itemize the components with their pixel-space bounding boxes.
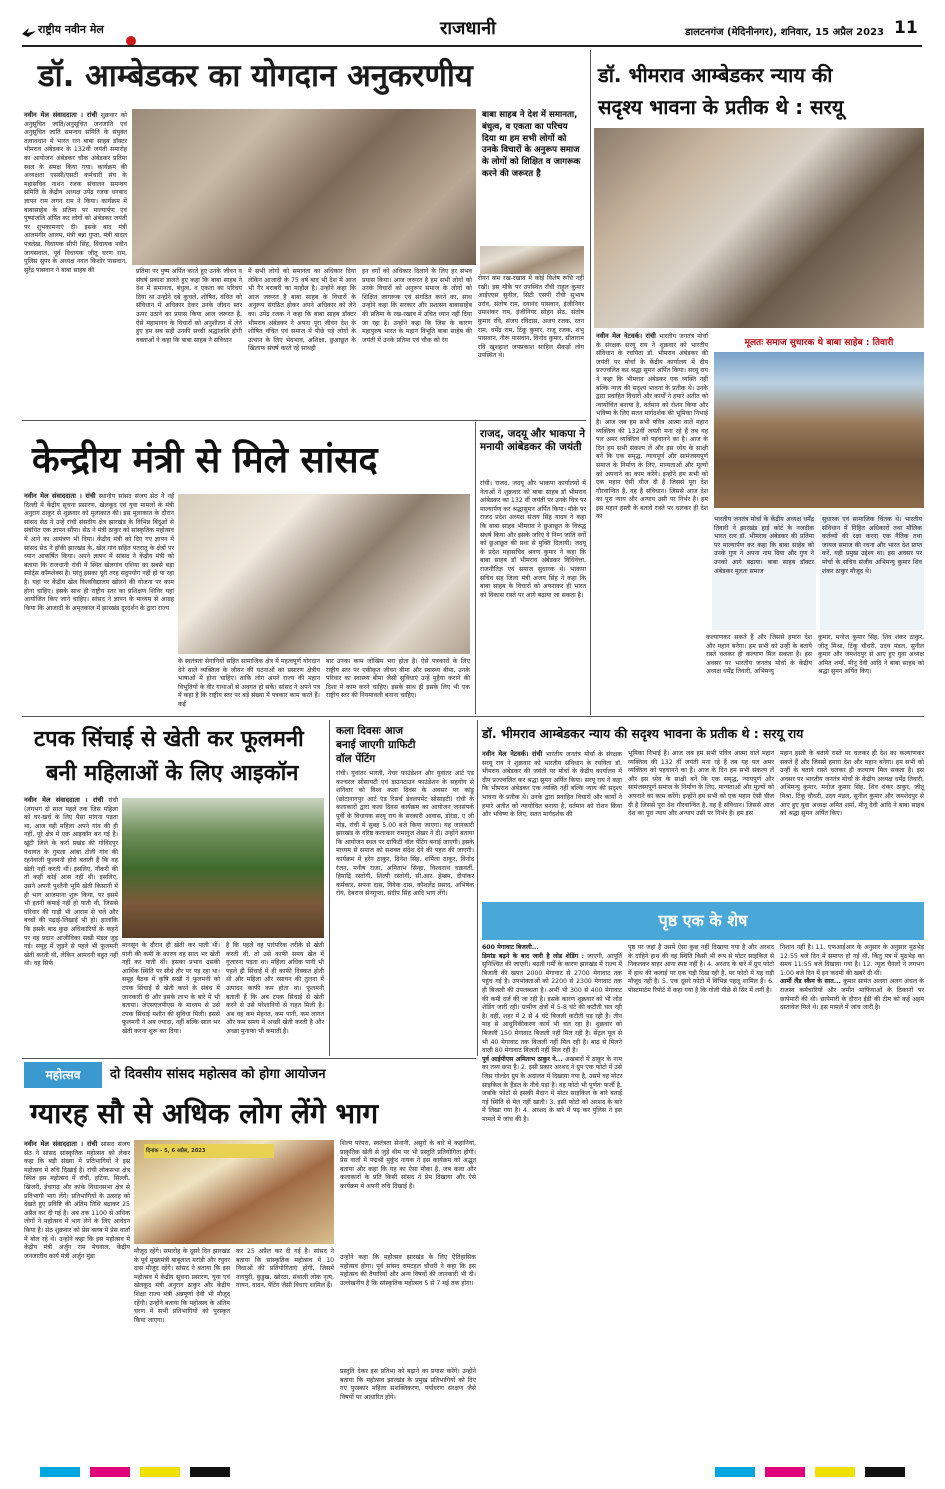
story8-byline: नवीन मेल संवाददाता । रांची [24,1140,98,1148]
continued-col1 [482,944,622,1458]
story3-body-col3: बार उनका काम जोखिम भरा होता है। ऐसे पत्रकारों के लिए राष्ट्रीय स्तर पर एकीकृत जीवन बीमा और स्वास्थ्य बीमा, उनके परिवार का स्वास्थ्य बीमा जैसी सुविधाएं उन्हें मुहैया कराने की दिशा में काम करने चाहिए। इसके साथ ही इसके लिए भी एक राष्ट्रीय स्तर की नियमावली बनाना चाहिए। [326,658,470,700]
continued-col1-body: जाएगी, आपूर्ति सुनिश्चित की जाएगी। बढ़ती गर्मी के कारण झारखंड में राज्य में बिजली की खपत 2000 मेगावाट से 2700 मेगावाट तक पहुंच गई है। उपभोक्ताओं को 2200 से 2300 मेगावाट तक ही बिजली की उपलब्धता है। अभी भी 300 से 400 मेगावाट की कमी दर्ज की जा रही है। इसके कारण शुक्रवार को भी लोड शेडिंग जारी रही। ग्रामीण क्षेत्रों में 5-8 घंटे की कटौती चल रही है। वहीं, शहर में 2 से 4 घंटे बिजली कटौती पड़ रही है। तीन माह से आधुनिकीकरण कार्य भी चल रहा है। शुक्रवार को बिजली 150 मेगावाट बिजली नहीं मिल रही है। सेंट्रल पूल से भी 40 मेगावाट तक बिजली नहीं मिल रही है। बाढ़ से मिलने वाली 80 मेगावाट बिजली नहीं मिल रही है। [482,952,622,1055]
registration-bar [0,1464,945,1480]
story2-byline: नवीन मेल नेटवर्क। रांची [596,332,656,340]
continued-head2: पूर्व आईपीएस अमिताभ ठाकुर ने... [482,1055,563,1063]
story7-rule-left [477,720,478,1056]
story8-body-col4: शिल्प परंपरा, स्वतंत्रता सेनानी, असुरों के बारे में कहानियां, प्राकृतिक खेती से जुड़े थीम पर भी प्रस्तुति प्रतियोगिता होगी। प्रेस वार्ता में पद्मश्री मुकुंद नायक ने इस कार्यक्रम को अद्भुत बताया और कहा कि यह का ऐसा मौका है, जब कला और कलाकारों के प्रति किसी सांसद ने प्रेम दिखाया और ऐसे कार्यक्रम में अपनी रुचि दिखाई है। [340,1140,476,1190]
story2-body-col2: कल्याणकर सकते हैं और जिससे हमारा देश और महान बनेगा। हम सभी को उन्हीं के बताये रास्ते चलकर ही कल्याण मिल सकता है। इस अवसर पर भारतीय जनतंत्र मोर्चा के केंद्रीय अध्यक्ष धर्मेंद्र तिवारी, अभिमन्यु [706,634,812,676]
paper-name: राष्ट्रीय नवीन मेल [38,23,104,36]
story2-body-col1: भारतीय जनतंत्र मोर्चा के संरक्षक सरयू राय ने शुक्रवार को भारतीय संविधान के रचयिता डॉ. भीमराव अंबेडकर की जयंती पर मोर्चा के केंद्रीय कार्यालय में दीप प्रज्ज्वलित कर श्रद्धा सुमन अर्पित किया। सरयू राय ने कहा कि भीमराव अंबेडकर एक व्यक्ति नहीं बल्कि न्याय की सदृश्य भावना के प्रतीक थे। उनके द्वारा प्रवाहित विचारों और कार्यों ने हमारे अतीत को न्यायोचित बनाया है, वर्तमान को रोशन किया और भविष्य के लिए सतत मार्गदर्शक की भूमिका निभाई है। आज जब हम सभी पवित्र आत्मा वाले महान व्यक्तित्व की 132वीं जयंती मना रहे हैं तब यह पल अमर व्यक्तित्व को पहचानने का है। आज के दिन हम सभी संकल्प लें और इस ध्येय के साक्षी बनें कि एक समृद्ध, न्यायपूर्ण और सामंजस्यपूर्ण समाज के निर्माण के लिए, मान्यताओं और मूल्यों को अपनाने का काम करेंगे। इन्होंने हम सभी को एक महान ऐसी चीज दी है जिससे पूरा देश गौरवान्वित है, वह है संविधान। जिससे आज देश का पूरा न्याय और अन्याय उसी पर निर्भर है। हम इस महान हस्ती के बताये रास्ते पर चलकर ही देश का [596,333,709,521]
story8-poster-text: दिनांक - 5, 6 अप्रैल, 2023 [146,1148,206,1154]
story7-body-col2: भूमिका निभाई है। आज जब हम सभी पवित्र आत्मा वाले महान व्यक्तित्व की 132 वीं जयंती मना रहे हैं तब यह पल अमर व्यक्तित्व को पहचानने का है। आज के दिन हम सभी संकल्प लें और इस ध्येय के साक्षी बनें कि एक समृद्ध, न्यायपूर्ण और सामंजस्यपूर्ण समाज के निर्माण के लिए, मान्यताओं और मूल्यों को अपनाने का काम करेंगे। इन्होंने हम सभी को एक महान ऐसी चीज दी है जिससे पूरा देश गौरवान्वित है, वह है संविधान। जिससे आज देश का पूरा न्याय और अन्याय उसी पर निर्भर है। हम इस [628,750,774,818]
registration-yellow-right [815,1467,855,1477]
continued-banner-label: पृष्ठ एक के शेष [658,911,748,930]
masthead-rule [22,45,922,47]
story8-body-col1: सांसद संजय सेठ ने सांसद सांस्कृतिक महोत्सव को लेकर कहा कि बड़ी संख्या में प्रतिभागियों ने इस महोत्सव में रुचि दिखाई है। रांची लोकसभा क्षेत्र स्थित इस महोत्सव में रांची, हटिया, सिल्ली, खिजरी, ईचागढ़ और कांके विधानसभा क्षेत्र से प्रतिभागी भाग लेंगे। प्रतिभागियों के उत्साह को देखते हुए प्रविष्टि की अंतिम तिथि बढ़ाकर 25 अप्रैल कर दी गई है। अब तक 1100 से अधिक लोगों ने महोत्सव में भाग लेने के लिए आवेदन किया है। सेठ शुक्रवार को प्रेस क्लब में प्रेस वार्ता में बोल रहे थे। उन्होंने कहा कि इस महोत्सव में केंद्रीय मंत्री अर्जुन राम मेघवाल, केंद्रीय जनजातीय कार्य मंत्री अर्जुन मुंडा [24,1141,130,1260]
registration-magenta-right [765,1467,805,1477]
story8-tag [24,1062,102,1088]
story1-rule [22,420,586,421]
story1-body-col5: रोगन कम रख-रखाव में कोई विशेष रूचि नहीं रखी। इस मौके पर उपस्थित राँची राहुल कुमार आईएएस सुनील, सिटी एसपी राँची सुभाष उरांव, संतोष राम, दयानंद पासवान, इंजीनियर उमाशंकर राम, इंजीनियर सोहन सेठ, संतोष कुमार रवि, संजय रविदास, अजय रजक, रतन राम, धर्मेंद्र राम, टिंकू कुमार, राजू रजक, शंभु पासवान, नीरू पासवान, विनोद कुमार, सीताराम रवि खुशहाल जयप्रकाश साहिल सैकड़ों लोग उपस्थित थे। [478,275,584,360]
registration-yellow [140,1467,180,1477]
continued-col4 [780,944,924,1458]
continued-col4b-body: कुमार सामंत अलगा अलग अंचल के राजस्व कर्मचारियों और जमीन माफियाओं के ठिकानों पर छापेमारी की थी। छापेमारी के दौरान ईडी की टीम को कई अहम दस्तावेज मिले थे। इस मामले में जांच जारी है। [780,978,925,1012]
story1-body-col2: प्रतिमा पर पुष्प अर्पित करते हुए उनके जीवन व संघर्ष प्रकाश डालते हुए कहा कि बाबा साहब ने देश में समानता, बंधुत्व, व एकता का परिचय दिया था उन्होंने दबे कुचले, शोषित, वंचित को संविधान में अधिकार देकर उनके जीवन स्तर ऊपर उठाने का प्रयास किया आज जरूरत है, ऐसे महामानव के विचारों को अनुशीलन में लेते हुए हम सब सही उनकी सच्ची श्रद्धांजलि होगी वक्ताओं ने कहा कि बाबा साहब ने संविधान [136,268,242,344]
story1-photo [132,109,476,265]
story6-headline-line3: वॉल पेंटिंग [336,753,376,765]
story8-kicker: दो दिवसीय सांसद महोत्सव को होगा आयोजन [110,1067,326,1082]
registration-cyan [40,1467,80,1477]
story1-byline: नवीन मेल संवाददाता । रांची [24,111,98,119]
story6-headline-line2: बनाई जाएगी ग्राफिटी [336,739,416,751]
story8-body-col6: प्रस्तुति देकर इस प्रतिभा को बढ़ाने का प्रयास करेंगे। उन्होंने बताया कि महोत्सव झारखंड के प्रमुख प्रतिभागियों को दिए गए पुरस्कार महिला सशक्तिकरण, पर्यावरण संरक्षण जैसे विषयों पर आधारित होंगे। [340,1368,476,1401]
story7-text-col [482,750,622,900]
story2-body-col3: कुमार, मनोज कुमार सिंह, शिव शंकर ठाकुर, जीतू मिश्रा, टिंकू चौधरी, उदय मंडल, सुनील कुमार और जमशेदपुर से आए हुए युवा अध्यक्ष अमित शर्मा, मीनू देवी आदि ने बाबा साहब को श्रद्धा सुमन अर्पित किए। [818,634,924,676]
continued-head3: आर्मी लैंड स्कैम के सात... [780,978,841,986]
story2-headline-line1: डॉ. भीमराव आम्बेडकर न्याय की [598,63,833,87]
story5-body-col3: है कि पहले वह पारंपरिक तरीके से खेती करती थी, तो उसे काफी समय खेत में गुजारना पड़ता था। महिला अधिक पानी भी पहले ही सिंचाई में ही काफी दिक्कत होती थी और महिला और रसायन की तुलना में उत्पादन काफी कम होता था। फूलमनी बताती हैं कि अब टपक सिंचाई से खेती करने से उसे परेशानियों से राहत मिली है। अब वह कम मेहनत, कम पानी, कम लागत और कम समय में अच्छी खेती करती है और अच्छा मुनाफा भी कमाती है। [226,942,324,1035]
story3-text-col [24,492,174,714]
story5-headline-line2: बनी महिलाओं के लिए आइकॉन [46,761,299,786]
section-title: राजधानी [440,18,496,39]
story8-body-col5: उन्होंने कहा कि महोत्सव झारखंड के लिए ऐतिहासिक महोत्सव होगा। पूर्व सांसद रामटहल चौधरी ने कहा कि इस महोत्सव की तैयारियों और अन्य विषयों की जानकारी भी दी। उल्लेखनीय है कि सांस्कृतिक महोत्सव 5 से 7 मई तक होगा। [340,1254,476,1287]
column-divider-right [590,50,591,715]
story2-inset-col2: सुधारक एवं सामाजिक चिंतक थे। भारतीय संविधान में निहित अधिकारों तथा मौलिक कर्तव्यों की रक्षा करना एक नैतिक तथा जायज समाज की रचना और भारत देश प्राप्त करें, यही प्रमुख उद्देश्य था। इस अवसर पर मोर्चा के सचिव संजीव अभिमन्यु कुमार शिव शंकर ठाकुर मौजूद थे। [820,514,924,630]
story1-byline-col [24,111,127,274]
continued-col4-body: निशान नहीं है। 11. एफआईआर के अनुसार के अनुसार मुठभेड़ 12:55 बजे दिन में समाप्त हो गई थी, किंतु पत्र में मुठभेड़ का समय 11:55 बजे दिखाया गया है। 12. न्यूज चैनलों ने लगभग 1:00 बजे दिन में इन कदमों की खबरें दी थीं। [780,944,924,977]
story6-rule-left [329,720,330,1056]
bottom-story-rule [22,1058,476,1059]
story6-headline-line1: कला दिवसः आज [336,725,404,737]
story5-text-col [24,796,118,1054]
story2-inset-col1: भारतीय जनतंत्र मोर्चा के केंद्रीय अध्यक्ष धर्मेंद्र तिवारी ने झारखंड हाई कोर्ट के नजदीक भारत रत्न डॉ. भीमराव अंबेडकर की प्रतिमा पर माल्यार्पण कर कहा कि बाबा साहेब को उनके गुण ने अपना नाम दिया और गुण ने उनको आगे बढ़ाया। बाबा साहब डॉक्टर अंबेडकर मूलतः समाज [712,514,816,630]
mid-rule [22,716,924,717]
masthead [0,0,945,46]
story5-field-photo [122,798,324,938]
registration-magenta [90,1467,130,1477]
continued-banner [482,902,924,940]
continued-col3: पृष्ठ पर जहां है उसमें ऐसा कुछ नहीं दिखाया गया है और अरशद के दाहिने हाथ की वह स्थिति किसी भी रूप से मोटर साइकिल से निकलकर बाहर आना स्पष्ट नहीं है। 4. अरशद के बारे में ग्रुप फोटो में हाथ की कलाई पर एक घड़ी दिख रही है, पर फोटो में यह घड़ी मौजूद नहीं है। 5. एक दूसरे फोटो में विभिन्न पहलू शामिल हैं। 6. पोस्टमार्टम रिपोर्ट में कहा गया है कि गोली पीछे से सिर में लगी है। [628,944,774,994]
story4-body: रांची। राजद, जदयू और भाकपा कार्यालयों में नेताओं ने शुक्रवार को बाबा साहब डॉ भीमराव आंबेडकर का 132 वीं जयंती पर उनके चित्र पर माल्यार्पण कर श्रद्धासुमन अर्पित किया। मौके पर राजद प्रदेश अध्यक्ष संजय सिंह यादव ने कहा कि बाबा साहब भीमराव ने छुआछूत के विरुद्ध संघर्ष किया और इसके जरिए वे निम्न जाति वर्गों को छुआछूत की प्रथा से मुक्ति दिलायी। जदयू के प्रदेश महासचिव श्रवण कुमार ने कहा कि बाबा साहब डॉ भीमराव अंबेडकर विधिवेत्ता, राजनीतिज्ञ एवं समाज सुधारक थे। भाकपा सचिव सह जिला मंत्री अजय सिंह ने कहा कि बाबा साहब के विचारों को अपनाकर ही भारत को विकास रास्ते पर आगे बढ़ाया जा सकता है। [480,480,586,599]
story3-body-col2: के स्वतंत्रता सेनानियों सहित सामाजिक क्षेत्र में महत्वपूर्ण योगदान देने वाले व्यक्तित्व के जीवन की घटनाओं का प्रसारण क्षेत्रीय भाषाओं में होना चाहिए। ताकि लोग अपने राज्य की महान विभूतियों के वीर गाथाओं से अवगत हो सकें। सांसद ने अपने पत्र में कहा है कि राष्ट्रीय स्तर पर बड़े संख्या में पत्रकार काम करते हैं। कई [178,658,320,708]
story7-byline: नवीन मेल नेटवर्क। रांची [482,750,543,758]
story1-pullquote: बाबा साहब ने देश में समानता, बंधुत्व, व एकता का परिचय दिया था हम सभी लोगों को उनके विचारों के अनुरूप समाज के लोगों को शिक्षित व जागरूक करने की जरूरत है [482,110,581,179]
dateline: डालटनगंज (मेदिनीनगर), शनिवार, 15 अप्रैल 2023 [685,27,884,38]
story5-body-col2: मानसून के दौरान ही खेती कर पाती थीं। पानी की कमी के कारण वह साल भर खेती नहीं कर पाती थीं। इसका प्रभाव उसकी आर्थिक स्थिति पर सीधे तौर पर पड़ रहा था। समूह बैठक में कृषि सखी ने फूलमनी को टपक सिंचाई से खेती करने के संबंध में जानकारी दी और इसके लाभ के बारे में भी बताया। जेएसएलपीएस के माध्यम से उसे टपक सिंचाई मशीन की सुविधा मिली। इससे फूलमनी ने अब ज्यादा, नहीं बल्कि साल भर खेती करना शुरू कर दिया। [122,942,220,1035]
story1-headline: डॉ. आम्बेडकर का योगदान अनुकरणीय [38,58,473,94]
story1-body-col4: इन वर्गों को अधिकार दिलाने के लिए हर संभव प्रयास किया। आज जरूरत है हम सभी लोगों को उनके विचारों को अनुरूप समाज के लोगों को शिक्षित जागरूक एवं संगठित करने का, साथ उन्होंने कहा कि सरकार और प्रशासन बाबासाहेब की प्रतिमा के रख-रखाव में उचित ध्यान नहीं दिया जा रहा है। उन्होंने कहा कि जिस के कारण महापुरुष भारत के महान विभूति बाबा साहेब की जयंती में उनके प्रतिमा एवं चौक को रंग [362,268,472,344]
story3-body-col1: स्थानीय सांसद संजय सेठ ने नई दिल्ली में केंद्रीय सूचना प्रसारण, खेलकूद एवं युवा मामलों के मंत्री अनुराग ठाकुर से शुक्रवार को मुलाकात की। इस मुलाकात के दौरान सांसद सेठ ने उन्हें रांची संसदीय क्षेत्र झारखंड के विभिन्न बिंदुओं से संबंधित एक ज्ञापन सौंपा। सेठ ने मंत्री ठाकुर को सांस्कृतिक महोत्सव में आने का आमंत्रण भी दिया। केंद्रीय मंत्री को दिए गए ज्ञापन में सांसद सेठ ने हॉकी झारखंड के, खेल गांव सहित पतरातू के क्षेत्रों पर ध्यान आकर्षित किया। अपने ज्ञापन में सांसद ने केंद्रीय मंत्री को बताया कि राजधानी रांची में स्थित खेलगांव एशिया का सबसे बड़ा स्पोर्ट्स कॉम्प्लेक्स है। परंतु इसका पूरी तरह सदुपयोग नहीं हो पा रहा है। यहां पर केंद्रीय खेल विश्वविद्यालय खोलने की योजना पर काम होना चाहिए। इसके साथ ही राष्ट्रीय स्तर का प्रशिक्षण शिविर यहां आयोजित किए जाने चाहिए। सांसद ने ज्ञापन के माध्यम से आग्रह किया कि आजादी के अमृतकाल में झारखंड दूरदर्शन के द्वारा राज्य [24,493,174,612]
story7-headline: डॉ. भीमराव आम्बेडकर न्याय की सदृश्य भावना के प्रतीक थे : सरयू राय [482,726,804,741]
story3-byline: नवीन मेल संवाददाता । रांची [24,492,96,500]
story2-statue-photo [714,352,924,508]
continued-col2-body: अखबारों में ठाकुर के नाम का तथ्य छपा है। 2. इसी प्रकार अरशद ने ग्रुप एक फोटो में उसे जिस गोल्डेन ग्रुप के अदालत में दिखाया गया है, उसमें वह मोटर साइकिल के हैंडल के नीचे पड़ा है। वह फोटो भी पूर्णतः फर्जी है, जबकि फोटो से इसकी मैदान में मोटर साइकिल के बारे बताई गई स्थिति से मेल नहीं खाती। 3. इसी फोटो को अरशद के बारे में लिखा गया है। 4. अरशद के बारे में पढ़ कर पुलिस ने इस मामले में जांच की है। [482,1055,623,1123]
story1-body-col3: में सभी लोगों को समानता का अधिकार दिया लेकिन आजादी के 75 वर्ष बाद भी देश में आज भी गैर बराबरी का माहौल है। उन्होंने कहा कि आज जरूरत है बाबा साहब के विचारों के अनुरूप संगठित होकर अपने अधिकार को लेने का। उपेंद्र रजक ने कहा कि बाबा साहब डॉक्टर भीमराव अंबेडकर ने अपना पूरा जीवन देश के शोषित वंचित एवं समाज में पीछे पड़े लोगों के उत्थान के लिए भेदभाव, अशिक्षा, छुआछूत के खिलाफ संघर्ष करते रहे साथही [248,268,356,353]
story2-photo [594,128,924,328]
story5-body-col1: रांची (लगभग दो साल पहले तक जिस महिला को घर-खर्च के लिए पैसा मांगना पड़ता था, आज वही महिला अपने गांव की ही नहीं, पूरे क्षेत्र में एक आइकॉन बन गई है। खूंटी जिले के कर्रा प्रखंड की गोविंदपुर पंचायत के गुमला आंबा टोली गांव की रहनेवाली फूलमनी होरो बताती हैं कि वह खेती नहीं करती थीं। इसलिए, नौकरी की तो कहीं कोई आस नहीं थी। इसलिए, उसने अपनी पुश्तैनी भूमि खेती किसानी में ही भाग आजमाना शुरू किया, पर इसमें भी इतनी कमाई नहीं हो पाती थी, जिससे परिवार की गाड़ी भी आराम से चले और बच्चों की पढ़ाई-लिखाई भी हो। हालांकि कि इसके बाद कुछ अधिकारियों के कहने पर वह प्रदान आजीविका सखी मंडल जुड़ गई। समूह में जुड़ने से पहले भी फूलमनी खेती करती थी, लेकिन आमदनी बहुत नहीं थी। वह सिर्फ [24,797,118,968]
story8-headline: ग्यारह सौ से अधिक लोग लेंगे भाग [30,1097,379,1130]
continued-sub1: डिमांड बढ़ने के बाद जारी है लोड शेडिंग : [482,952,584,960]
story3-photo [178,494,470,654]
continued-head1: 600 मेगावाट बिजली... [482,944,539,951]
story8-tag-label: महोत्सव [45,1068,81,1082]
story8-text-col [24,1140,130,1458]
story1-inset-photo [480,246,584,274]
story2-text-col [596,332,708,632]
bird-logo-icon [22,23,36,33]
story2-photo-caption: मूलतः समाज सुधारक थे बाबा साहेब : तिवारी [744,338,894,348]
story6-body: रांची। युवांतर भारती, नेचर फाउंडेशन और युवांतर आर्ट एंड कल्चरल सोसायटी एवं डाउनटाउन फाउंडेशन के सहयोग से शनिवार को विश्व कला दिवस के अवसर पर कांड्रू (छोटानागपुर आर्ट एंड रिसर्च डेवलपमेंट सोसाइटी) रांची के कलाकारों द्वारा कला दिवस कार्यक्रम का आयोजन जनसंपर्क पूर्वी के विधायक सरयू राय के सरकारी आवास, डोरंडा, ए जी मोड़, रांची में सुबह 5.00 बजे किया जाएगा। यह जानकारी झारखंड के वरिष्ठ कलाकार रामानुज शेखर ने दी। उन्होंने बताया कि आयोजन स्थल पर ग्राफिटी वॉल पेंटिंग बनाई जाएगी। इसके माध्यम से समाज को सशक्त संदेश देने की पहल की जाएगी। कार्यक्रम में हरेन ठाकुर, दिनेश सिंह, शर्मिला ठाकुर, विनोद रंजन, मनीष राजा, अमिताभ सिन्हा, विश्वनाथ चक्रवर्ती, हिमाद्रि रस्तोगी, शिल्पी रस्तोगी, सी.आर. हेम्ब्रम, दीपांकर कर्मकार, सपना दास, विवेक दास, कौशलेंद्र प्रसाद, अभिषेक रोय, देबराज सेनगुप्ता, संदीप सिंह आदि भाग लेंगे। [336,770,474,898]
story8-body-col3: कर 25 अप्रैल कर दी गई है। सांसद ने बताया कि सांस्कृतिक महोत्सव में 10 विधाओं की प्रतियोगिताएं होंगी, जिसमें नागपुरी, कुडुख, खोरठा, संथाली लोक नृत्य, गायन, वादन, पेंटिंग जैसी विधाएं शामिल हैं। [236,1248,334,1290]
story8-body-col2: मौजूद रहेंगे। समारोह के दूसरे दिन झारखंड के पूर्व मुख्यमंत्री बाबूलाल मरांडी और रघुवर दास मौजूद रहेंगे। सांसद ने बताया कि इस महोत्सव में केंद्रीय सूचना प्रसारण, युवा एवं खेलकूद मंत्री अनुराग ठाकुर और केंद्रीय शिक्षा राज्य मंत्री अन्नपूर्णा देवी भी मौजूद रहेंगी। उन्होंने बताया कि महोत्सव के अंतिम चरण में सभी प्रतिभागियों को पुरस्कृत किया जाएगा। [134,1248,230,1324]
story8-photo [134,1140,334,1244]
story5-headline-line1: टपक सिंचाई से खेती कर फूलमनी [34,727,304,752]
story5-byline: नवीन मेल संवाददाता । रांची [24,796,104,804]
story4-headline: राजद, जदयू और भाकपा ने मनायी आंबेडकर की जयंती [480,428,586,453]
story3-headline: केन्द्रीय मंत्री से मिले सांसद [32,440,378,481]
story7-body-col3: महान हस्ती के बताये रास्ते पर चलकर ही देश का कल्याणकर सकते हैं और जिससे हमारा देश और महान बनेगा। हम सभी को उन्हीं के बताये रास्ते चलकर ही कल्याण मिल सकता है। इस अवसर पर भारतीय जनतंत्र मोर्चा के केंद्रीय अध्यक्ष धर्मेंद्र तिवारी, अभिमन्यु कुमार, मनोज कुमार सिंह, शिव शंकर ठाकुर, जीतू मिश्रा, टिंकू चौधरी, उदय मंडल, सुनील कुमार और जमशेदपुर से आए हुए युवा अध्यक्ष अमित शर्मा, मीनू देवी आदि ने बाबा साहब को श्रद्धा सुमन अर्पित किए। [780,750,924,818]
story1-body-col1: शुक्रवार को अनुसूचित जाति/अनुसूचित जनजाति एवं अनुसूचित जाति समन्वय समिति के संयुक्त तत्वावधान में भारत रत्न बाबा साहब डॉक्टर भीमराव अंबेडकर के 132वीं जयंती समारोह का आयोजन अंबेडकर चौक अंबेडकर प्रतिमा स्थल के समक्ष किया गया। कार्यक्रम की अध्यक्षता एससी/एसटी कर्मचारी संघ के महासचिव नाथन रजक संचालन समन्वय समिति के केंद्रीय अध्यक्ष उपेंद्र रजक धनबाद ज्ञापन राम लगन राम ने किया। कार्यक्रम में बाबासाहेब के प्रतिमा पर माल्यार्पण एवं पुष्पांजलि अर्पित कर लोगों को अंबेडकर जयंती पर शुभकामनाएं दी। इसके बाद मंत्री आलमगीर आलम, मंत्री बन्ना गुप्ता, मंत्री बादल पत्रलेख, विधायक सीपी सिंह, विधायक नवीन जायसवाल, पूर्व विधायक जीतू चरण राम, पुलिस सुपर के अध्यक्ष नवल किशोर पासवान, सुरेंद्र पासवान ने बाबा साहब की [24,112,127,274]
registration-cyan-right [715,1467,755,1477]
page-number: 11 [894,18,918,38]
story4-rule-left [475,422,476,714]
story2-headline-line2: सदृश्य भावना के प्रतीक थे : सरयू [598,95,844,119]
registration-black-right [865,1467,905,1477]
story7-body-col1: भारतीय जनतंत्र मोर्चा के संरक्षक सरयू राय ने शुक्रवार को भारतीय संविधान के रचयिता डॉ. भीमराव अंबेडकर की जयंती पर मोर्चा के केंद्रीय कार्यालय में दीप प्रज्ज्वलित कर श्रद्धा सुमन अर्पित किया। सरयू राय ने कहा कि भीमराव अंबेडकर एक व्यक्ति नहीं बल्कि न्याय की सदृश्य भावना के प्रतीक थे। उनके द्वारा प्रवाहित विचारों और कार्यों ने हमारे अतीत को न्यायोचित बनाया है, वर्तमान को रोशन किया और भविष्य के लिए, सतत मार्गदर्शक की [482,751,622,819]
story8-poster-banner [144,1144,274,1158]
registration-black [190,1467,230,1477]
